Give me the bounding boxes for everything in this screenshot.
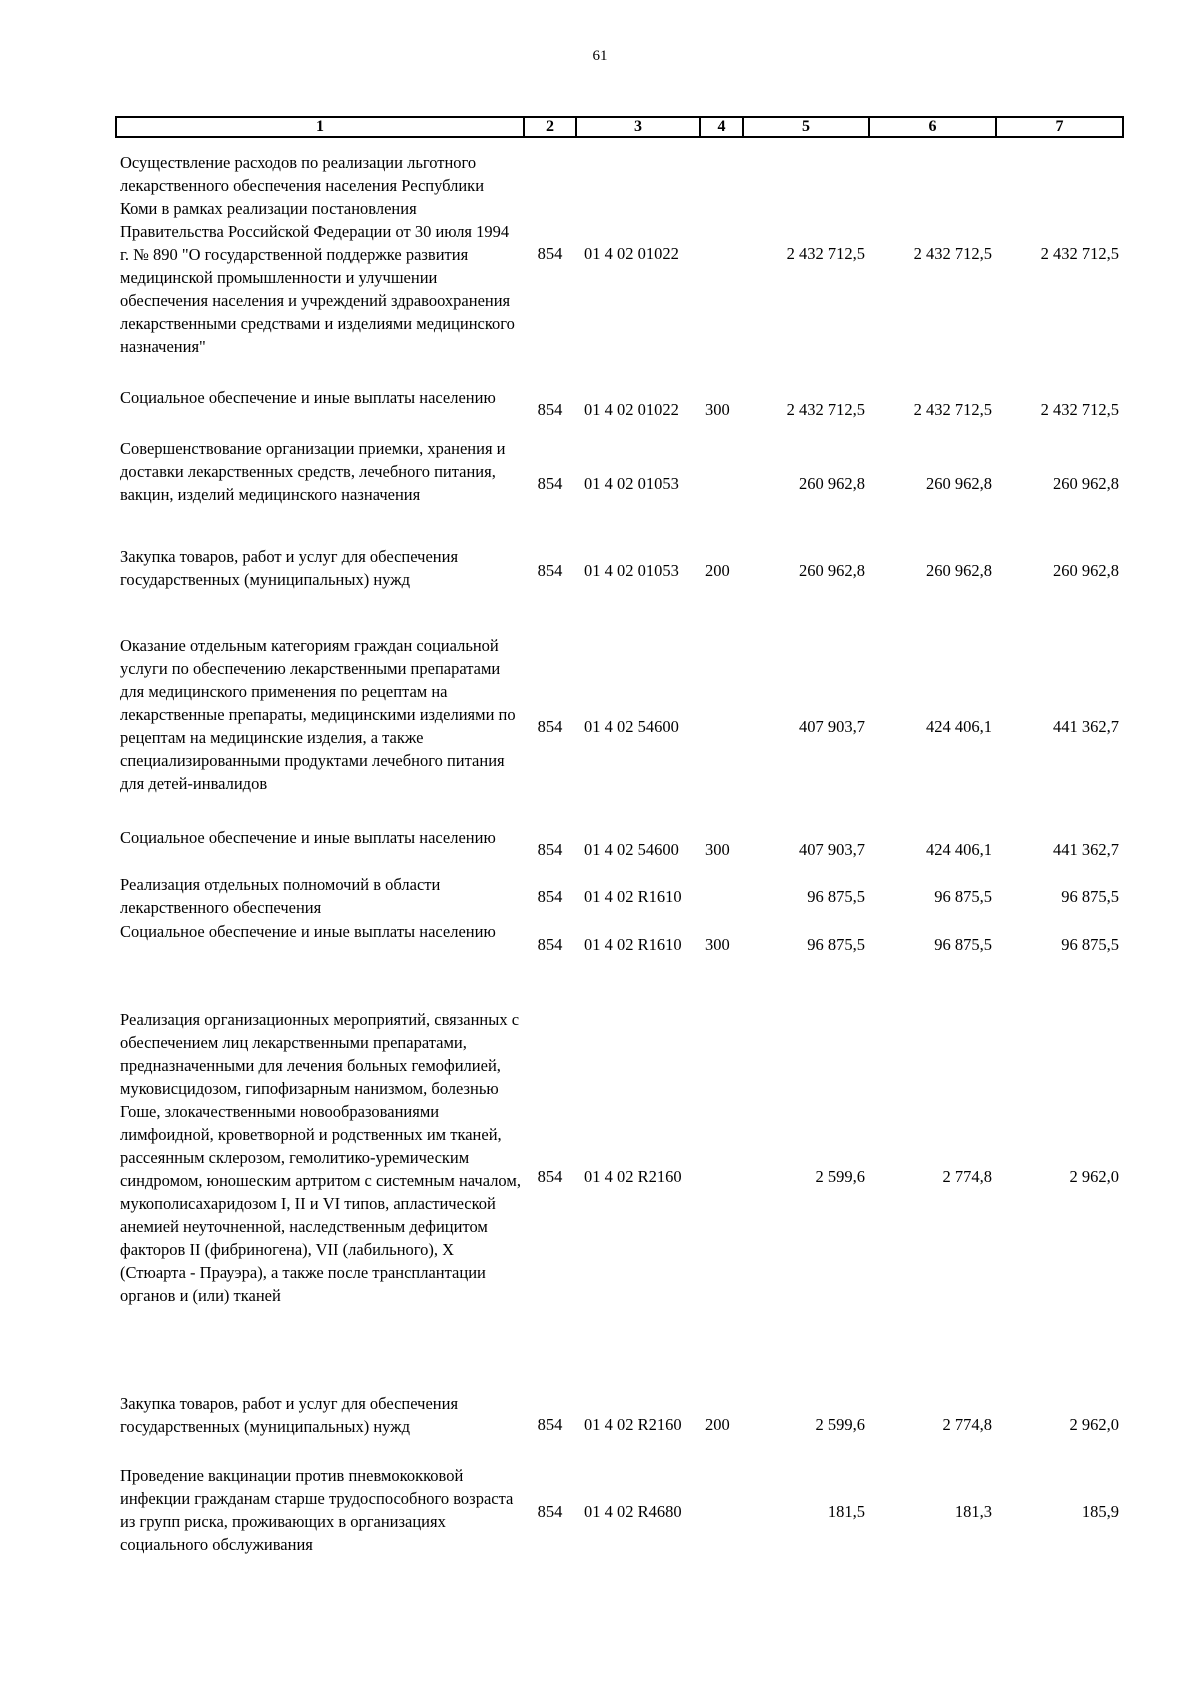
row-amount-col6: 96 875,5 [934,887,992,906]
table-row [116,533,1123,596]
row-amount-col5: 260 962,8 [799,561,865,580]
table-row [116,968,1123,1384]
row-amount-col6: 181,3 [954,1501,992,1521]
table-row [116,1456,1123,1566]
row-name: Социальное обеспечение и иные выплаты населению [120,388,496,407]
row-department-code: 854 [537,561,563,580]
row-expense-type-code [700,596,743,818]
table-row [116,368,1123,433]
row-amount-col6: 2 774,8 [942,1414,992,1434]
row-amount-col5: 181,5 [827,1501,865,1521]
header-col-4: 4 [700,117,743,137]
row-amount-col5: 2 599,6 [815,1166,865,1186]
row-amount-col5: 260 962,8 [799,473,865,493]
row-target-item-code: 01 4 02 R2160 [584,1166,682,1186]
row-target-item-code: 01 4 02 54600 [584,840,679,859]
row-amount-col6: 2 432 712,5 [913,243,992,263]
table-row [116,596,1123,818]
table-row [116,1384,1123,1456]
row-name: Реализация отдельных полномочий в области лекарственного обеспечения [120,875,441,917]
row-expense-type-code: 200 [705,561,730,580]
row-department-code: 854 [537,473,563,493]
table-row [116,433,1123,533]
row-department-code: 854 [537,934,563,954]
row-amount-col6: 96 875,5 [934,934,992,954]
header-row [116,117,1123,137]
row-amount-col7: 96 875,5 [1061,887,1119,906]
row-expense-type-code [700,968,743,1384]
row-department-code: 854 [537,243,563,263]
row-amount-col6: 424 406,1 [926,716,992,736]
row-department-code: 854 [537,887,563,906]
table-row [116,873,1123,920]
row-name: Оказание отдельным категориям граждан социальной услуги по обеспечению лекарственными препаратами для медицинского применения по рецептам на лекарственные препараты, медицинскими изделиями по рецептам на медицинские изделия, а также специализированными продуктами лечебного питания для детей-инвалидов [120,636,516,793]
row-target-item-code: 01 4 02 R1610 [584,934,682,954]
header-col-7: 7 [996,117,1123,137]
header-col-5: 5 [743,117,869,137]
row-amount-col5: 2 432 712,5 [786,243,865,263]
row-amount-col7: 2 432 712,5 [1040,243,1119,263]
row-expense-type-code [700,433,743,533]
row-name: Социальное обеспечение и иные выплаты населению [120,922,496,941]
row-target-item-code: 01 4 02 R2160 [584,1414,682,1434]
table-header [116,117,1123,137]
row-amount-col7: 96 875,5 [1061,934,1119,954]
table-body [116,137,1123,1566]
row-expense-type-code [700,1456,743,1566]
row-amount-col6: 2 432 712,5 [913,400,992,419]
row-name: Закупка товаров, работ и услуг для обеспечения государственных (муниципальных) нужд [120,547,459,589]
row-expense-type-code: 200 [705,1414,730,1434]
row-department-code: 854 [537,1414,563,1434]
row-name: Совершенствование организации приемки, хранения и доставки лекарственных средств, лечебного питания, вакцин, изделий медицинского назначения [120,439,506,504]
row-name: Закупка товаров, работ и услуг для обеспечения государственных (муниципальных) нужд [120,1394,459,1436]
header-col-2: 2 [524,117,576,137]
row-amount-col6: 260 962,8 [926,561,992,580]
row-amount-col5: 96 875,5 [807,887,865,906]
row-amount-col5: 2 432 712,5 [786,400,865,419]
table-row [116,920,1123,968]
row-department-code: 854 [537,1166,563,1186]
header-col-3: 3 [576,117,700,137]
row-amount-col6: 260 962,8 [926,473,992,493]
row-target-item-code: 01 4 02 01053 [584,561,679,580]
row-department-code: 854 [537,400,563,419]
row-expense-type-code: 300 [705,400,730,419]
row-amount-col7: 441 362,7 [1053,716,1119,736]
page-number: 61 [592,48,608,64]
row-expense-type-code: 300 [705,934,730,954]
row-amount-col7: 441 362,7 [1053,840,1119,859]
row-expense-type-code: 300 [705,840,730,859]
row-department-code: 854 [537,716,563,736]
row-expense-type-code [700,873,743,920]
row-amount-col5: 407 903,7 [799,716,865,736]
row-amount-col5: 407 903,7 [799,840,865,859]
row-target-item-code: 01 4 02 01022 [584,400,679,419]
row-amount-col5: 96 875,5 [807,934,865,954]
header-col-6: 6 [869,117,996,137]
row-name: Реализация организационных мероприятий, связанных с обеспечением лиц лекарственными препаратами, предназначенными для лечения больных гемофилией, муковисцидозом, гипофизарным нанизмом, болезнью Гоше, злокачественными новообразованиями лимфоидной, кроветворной и родственных им тканей, рассеянным склерозом, гемолитико-уремическим синдромом, юношеским артритом с системным началом, мукополисахаридозом I, II и VI типов, апластической анемией неуточненной, наследственным дефицитом факторов II (фибриногена), VII (лабильного), X (Стюарта - Прауэра), а также после трансплантации органов и (или) тканей [120,1010,521,1305]
budget-table [115,116,1124,1566]
header-col-1: 1 [116,117,524,137]
row-target-item-code: 01 4 02 54600 [584,716,679,736]
row-amount-col7: 260 962,8 [1053,473,1119,493]
row-department-code: 854 [537,840,563,859]
row-amount-col5: 2 599,6 [815,1414,865,1434]
row-amount-col7: 185,9 [1081,1501,1119,1521]
table-row [116,818,1123,873]
row-amount-col6: 424 406,1 [926,840,992,859]
row-amount-col7: 2 962,0 [1069,1414,1119,1434]
row-amount-col6: 2 774,8 [942,1166,992,1186]
row-target-item-code: 01 4 02 R1610 [584,887,682,906]
row-amount-col7: 260 962,8 [1053,561,1119,580]
row-name: Проведение вакцинации против пневмококковой инфекции гражданам старше трудоспособного возраста из групп риска, проживающих в организациях социального обслуживания [120,1466,514,1554]
row-target-item-code: 01 4 02 R4680 [584,1501,682,1521]
row-target-item-code: 01 4 02 01053 [584,473,679,493]
row-amount-col7: 2 962,0 [1069,1166,1119,1186]
row-department-code: 854 [537,1501,563,1521]
row-target-item-code: 01 4 02 01022 [584,243,679,263]
table-row [116,137,1123,368]
row-amount-col7: 2 432 712,5 [1040,400,1119,419]
row-name: Социальное обеспечение и иные выплаты населению [120,828,496,847]
row-expense-type-code [700,137,743,368]
row-name: Осуществление расходов по реализации льготного лекарственного обеспечения населения Республики Коми в рамках реализации постановления Правительства Российской Федерации от 30 июля 1994 г. № 890 "О государственной поддержке развития медицинской промышленности и улучшении обеспечения населения и учреждений здравоохранения лекарственными средствами и изделиями медицинского назначения" [120,153,515,356]
